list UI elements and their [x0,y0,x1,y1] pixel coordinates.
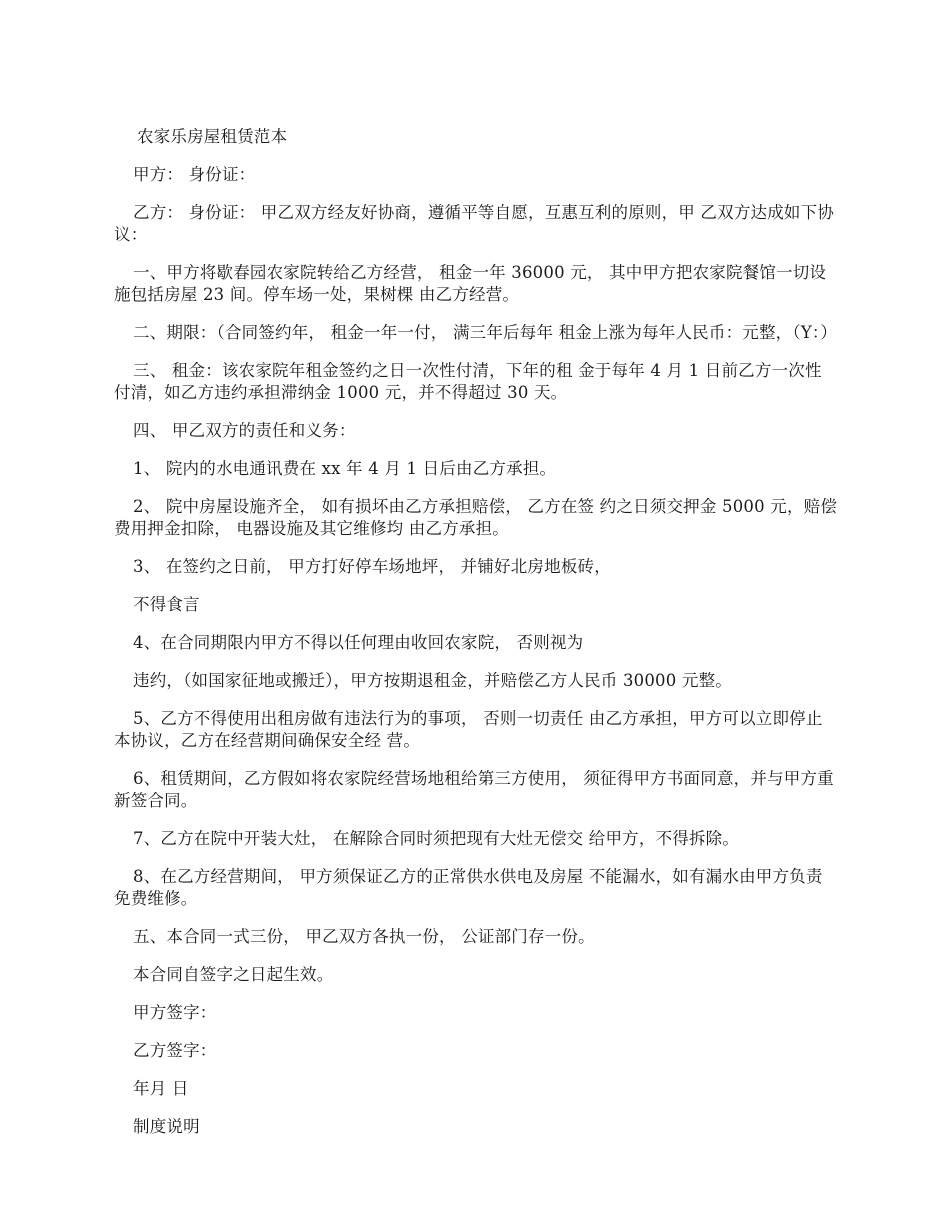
signature-date: 年月 日 [133,1079,189,1098]
paragraph-item-6: 6、租赁期间，乙方假如将农家院经营场地租给第三方使用， 须征得甲方书面同意，并与甲方重新签合同。 [114,769,834,810]
paragraph-clause-5: 五、本合同一式三份， 甲乙双方各执一份， 公证部门存一份。 [133,927,595,946]
paragraph-item-5: 5、乙方不得使用出租房做有违法行为的事项， 否则一切责任 由乙方承担，甲方可以立即停止本协议，乙方在经营期间确保安全经 营。 [114,709,823,750]
paragraph-item-7: 7、乙方在院中开装大灶， 在解除合同时须把现有大灶无偿交 给甲方，不得拆除。 [133,829,740,848]
document-page [114,126,838,1154]
signature-party-b: 乙方签字： [133,1041,217,1060]
paragraph-effective: 本合同自签字之日起生效。 [133,965,334,984]
paragraph-item-3: 3、 在签约之日前， 甲方打好停车场地坪， 并铺好北房地板砖， [133,557,611,576]
paragraph-item-4: 4、在合同期限内甲方不得以任何理由收回农家院， 否则视为 [133,633,584,652]
section-system-note: 制度说明 [133,1117,200,1136]
paragraph-item-4-continued: 违约，（如国家征地或搬迁），甲方按期退租金，并赔偿乙方人民币 30000 元整。 [133,671,732,690]
paragraph-party-a: 甲方： 身份证： [133,165,256,184]
document-title: 农家乐房屋租赁范本 [137,127,288,146]
paragraph-clause-3: 三、 租金：该农家院年租金签约之日一次性付清，下年的租 金于每年 4 月 1 日前乙方一次性付清，如乙方违约承担滞纳金 1000 元，并不得超过 30 天。 [114,361,822,402]
paragraph-clause-2: 二、期限：（合同签约年， 租金一年一付， 满三年后每年 租金上涨为每年人民币：元整，（Y：） [133,323,838,342]
paragraph-item-2: 2、 院中房屋设施齐全， 如有损坏由乙方承担赔偿， 乙方在签 约之日须交押金 5000 元，赔偿费用押金扣除， 电器设施及其它维修均 由乙方承担。 [114,497,838,538]
paragraph-party-b: 乙方： 身份证： 甲乙双方经友好协商，遵循平等自愿，互惠互利的原则，甲 乙双方达成如下协议： [114,203,835,244]
paragraph-item-3-continued: 不得食言 [133,595,200,614]
paragraph-clause-4-heading: 四、 甲乙双方的责任和义务： [133,421,356,440]
paragraph-item-1: 1、 院内的水电通讯费在 xx 年 4 月 1 日后由乙方承担。 [133,459,557,478]
signature-party-a: 甲方签字： [133,1003,217,1022]
paragraph-item-8: 8、在乙方经营期间， 甲方须保证乙方的正常供水供电及房屋 不能漏水，如有漏水由甲方负责免费维修。 [114,867,823,908]
paragraph-clause-1: 一、甲方将歇春园农家院转给乙方经营， 租金一年 36000 元， 其中甲方把农家院餐馆一切设施包括房屋 23 间。停车场一处，果树棵 由乙方经营。 [114,263,827,304]
